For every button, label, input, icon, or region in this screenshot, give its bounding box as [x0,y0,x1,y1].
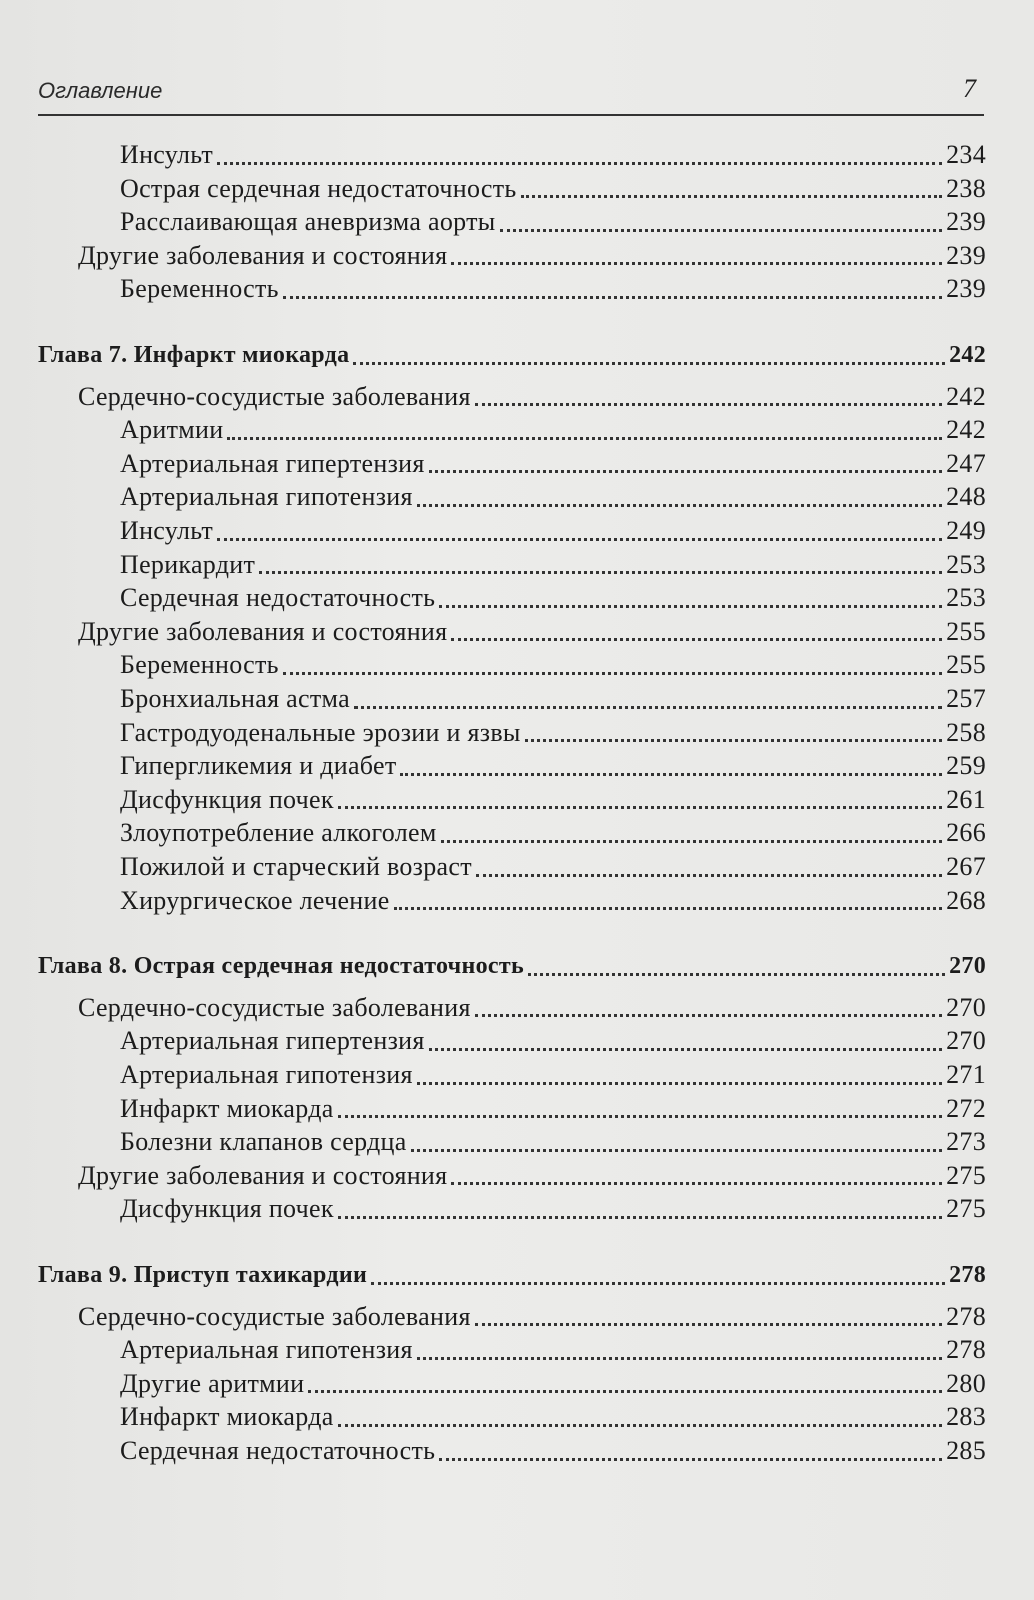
toc-entry-title: Хирургическое лечение [120,885,390,915]
dot-leader [354,706,942,709]
toc-entry-title: Артериальная гипотензия [120,1335,413,1365]
dot-leader [338,806,942,809]
dot-leader [429,1048,942,1051]
toc-entry-page-number: 248 [946,482,986,512]
dot-leader [451,638,942,641]
toc-entry-page-number: 258 [946,717,986,747]
toc-entry [38,615,986,649]
toc-entry [38,1024,986,1058]
toc-entry-title: Глава 9. Приступ тахикардии [38,1262,368,1288]
dot-leader [227,437,942,440]
dot-leader [500,229,943,232]
toc-entry-page-number: 255 [946,650,986,680]
dot-leader [525,739,942,742]
toc-entry-page-number: 278 [946,1335,986,1365]
toc-entry [38,172,986,206]
dot-leader [308,1390,942,1393]
toc-entry-page-number: 278 [949,1262,986,1288]
toc-entry-title: Другие заболевания и состояния [78,616,448,646]
toc-entry-page-number: 253 [946,583,986,613]
dot-leader [417,1082,942,1085]
toc-entry-page-number: 268 [946,885,986,915]
toc-chapter-entry [38,949,986,983]
toc-chapter-entry [38,338,986,372]
toc-entry-title: Пожилой и старческий возраст [120,852,472,881]
toc-entry-page-number: 266 [946,818,986,848]
toc-entry-title: Инфаркт миокарда [120,1093,334,1123]
dot-leader [259,571,942,574]
toc-entry-title: Сердечно-сосудистые заболевания [78,992,471,1022]
toc-entry [38,991,986,1025]
toc-entry-title: Сердечная недостаточность [120,583,436,613]
dot-leader [475,1323,942,1326]
toc-entry [38,884,986,918]
dot-leader [353,362,945,365]
toc-entry-title: Беременность [120,650,279,680]
dot-leader [451,262,942,265]
dot-leader [338,1424,942,1427]
toc-entry-title: Сердечно-сосудистые заболевания [78,1301,471,1331]
toc-entry-title: Гастродуоденальные эрозии и язвы [120,717,521,747]
toc-entry [38,682,986,716]
toc-entry [38,480,986,514]
toc-entry [38,514,986,548]
toc-entry [38,447,986,481]
toc-entry-page-number: 270 [949,953,986,980]
dot-leader [394,907,943,910]
toc-entry-page-number: 272 [946,1093,986,1123]
dot-leader [217,162,942,165]
toc-entry [38,1400,986,1434]
toc-entry-title: Беременность [120,274,279,304]
dot-leader [338,1216,942,1219]
toc-entry [38,1367,986,1401]
dot-leader [439,1458,942,1461]
toc-entry-page-number: 255 [946,616,986,646]
toc-entry-page-number: 270 [946,1026,986,1056]
toc-entry-title: Глава 7. Инфаркт миокарда [38,342,350,368]
dot-leader [283,296,942,299]
toc-entry-page-number: 239 [946,240,986,270]
toc-entry-title: Перикардит [120,549,256,579]
toc-entry-page-number: 247 [946,448,986,478]
dot-leader [441,840,942,843]
header-page-number: 7 [963,74,976,103]
dot-leader [528,973,945,976]
toc-entry-page-number: 270 [946,992,986,1022]
toc-entry [38,380,986,414]
toc-entry-page-number: 271 [946,1060,986,1089]
toc-entry-title: Артериальная гипотензия [120,1060,413,1089]
toc-entry-title: Дисфункция почек [120,784,334,814]
toc-entry-page-number: 239 [946,207,986,237]
toc-entry [38,1058,986,1092]
toc-entry [38,716,986,750]
toc-entry [38,1192,986,1226]
toc-entry-title: Аритмии [120,415,224,445]
toc-entry [38,1300,986,1334]
dot-leader [476,874,942,877]
toc-entry-title: Злоупотребление алкоголем [120,818,437,848]
toc-entry-title: Другие аритмии [120,1368,305,1398]
toc-entry-title: Бронхиальная астма [120,684,350,713]
dot-leader [475,1014,942,1017]
toc-entry [38,850,986,884]
toc-entry-title: Другие заболевания и состояния [78,240,448,270]
toc-entry [38,272,986,306]
toc-chapter-entry [38,1258,986,1292]
toc-entry-title: Болезни клапанов сердца [120,1127,407,1157]
toc-entry-page-number: 275 [946,1160,986,1190]
dot-leader [411,1149,942,1152]
toc-entry [38,783,986,817]
toc-entry-page-number: 257 [946,684,986,713]
toc-entry-page-number: 259 [946,751,986,781]
dot-leader [429,470,942,473]
toc-entry [38,1125,986,1159]
toc-entry [38,548,986,582]
toc-entry [38,1434,986,1468]
toc-entry-title: Артериальная гипотензия [120,482,413,512]
toc-entry [38,648,986,682]
dot-leader [338,1115,942,1118]
toc-entry-page-number: 238 [946,173,986,203]
toc-entry-page-number: 239 [946,274,986,304]
toc-entry-title: Сердечная недостаточность [120,1436,436,1465]
dot-leader [283,672,942,675]
toc-entry-page-number: 275 [946,1194,986,1224]
toc-entry [38,749,986,783]
toc-entry-title: Острая сердечная недостаточность [120,173,517,203]
toc-entry [38,413,986,447]
toc-entry-title: Артериальная гипертензия [120,1026,425,1056]
toc-entry-title: Гипергликемия и диабет [120,751,397,781]
toc-entry-title: Расслаивающая аневризма аорты [120,207,496,237]
dot-leader [417,504,942,507]
toc-entry-page-number: 261 [946,784,986,814]
dot-leader [217,538,942,541]
toc-entry-page-number: 280 [946,1368,986,1398]
toc-entry [38,816,986,850]
toc-entry-title: Инсульт [120,516,214,545]
toc-entry-page-number: 273 [946,1127,986,1157]
toc-entry-title: Другие заболевания и состояния [78,1160,448,1190]
dot-leader [521,195,943,198]
toc-entry-title: Дисфункция почек [120,1194,334,1224]
toc-entry-page-number: 242 [946,381,986,411]
header-title: Оглавление [38,78,163,103]
toc-entry [38,581,986,615]
dot-leader [439,605,942,608]
dot-leader [451,1182,942,1185]
toc-entry [38,1159,986,1193]
toc-entry [38,1333,986,1367]
toc-entry-title: Инсульт [120,140,214,169]
toc-entry-page-number: 285 [946,1436,986,1465]
dot-leader [475,403,942,406]
dot-leader [400,773,942,776]
toc-entry-title: Артериальная гипертензия [120,448,425,478]
toc-entry-title: Инфаркт миокарда [120,1402,334,1432]
toc-entry-page-number: 253 [946,549,986,579]
toc-entry [38,1092,986,1126]
dot-leader [371,1282,945,1285]
toc-entry-page-number: 234 [946,140,986,169]
toc-entry [38,138,986,172]
toc-entry-page-number: 242 [949,342,986,368]
toc-entry-page-number: 242 [946,415,986,445]
toc-entry-page-number: 278 [946,1301,986,1331]
toc-entry-title: Сердечно-сосудистые заболевания [78,381,471,411]
toc-entry-title: Глава 8. Острая сердечная недостаточность [38,953,524,980]
running-header [38,74,984,116]
toc-entry-page-number: 249 [946,516,986,545]
dot-leader [417,1357,942,1360]
toc-entry [38,239,986,273]
toc-entry-page-number: 283 [946,1402,986,1432]
toc-entry-page-number: 267 [946,852,986,881]
toc-entry [38,205,986,239]
